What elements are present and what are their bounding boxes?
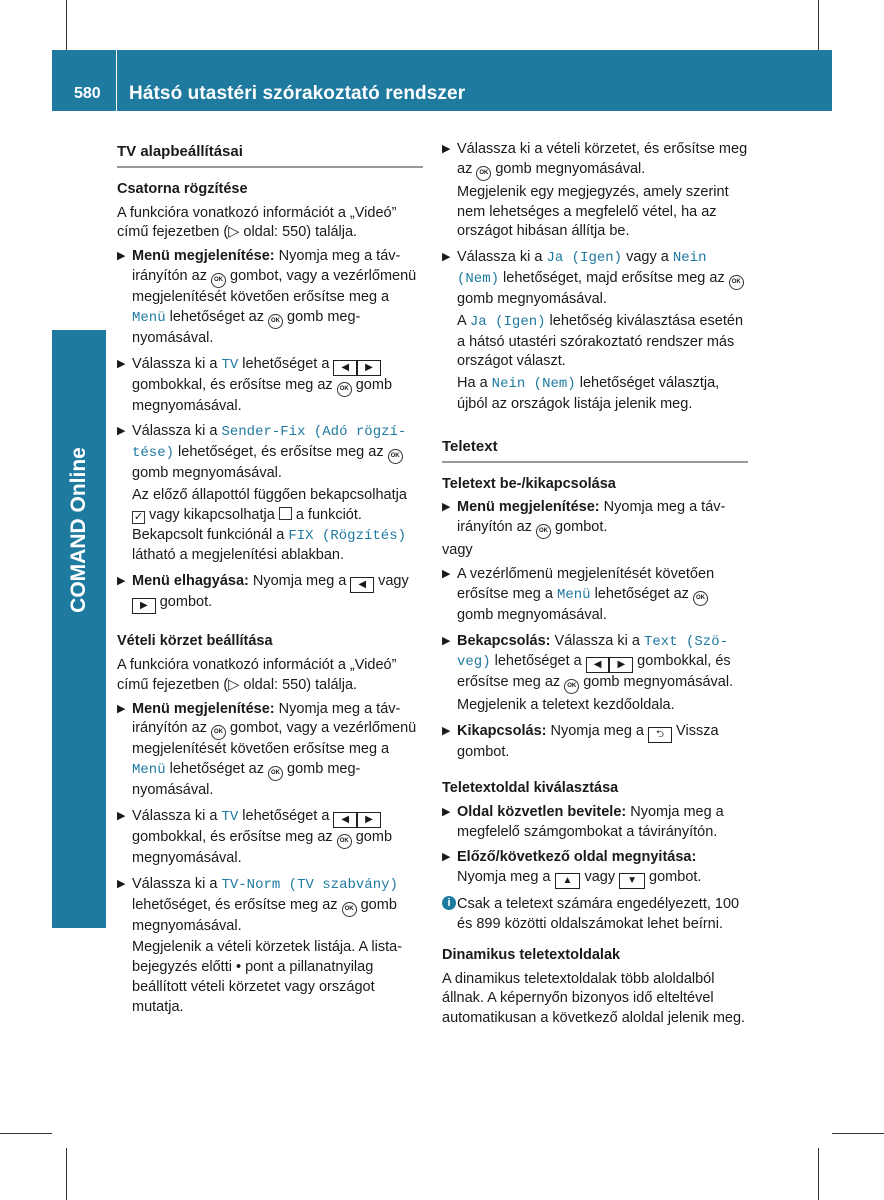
ok-button-icon: OK: [211, 273, 226, 288]
menu-option: TV: [221, 356, 239, 373]
right-arrow-key-icon: ▶: [357, 812, 381, 828]
crop-mark: [818, 1148, 819, 1200]
body-text: A dinamikus teletextoldalak több aloldalból állnak. A képernyőn bizonyos idő elteltével automatikusan a következő aloldal jelenik meg.: [442, 970, 746, 1027]
crop-mark: [66, 0, 67, 50]
step-item: ▶ Válassza ki a vételi körzetet, és erősítse meg az OK gomb megnyomásával.: [442, 140, 748, 181]
step-item: ▶ Menü megjelenítése: Nyomja meg a távirányítón az OK gombot, vagy a vezérlőmenü megjelenítését követően erősítse meg a Menü lehetőséget az OK gomb megnyomásával.: [117, 700, 423, 801]
chapter-label: COMAND Online: [67, 447, 90, 613]
ok-button-icon: OK: [388, 449, 403, 464]
chapter-tab: [52, 330, 106, 928]
ok-button-icon: OK: [337, 834, 352, 849]
step-item: ▶ Válassza ki a TV lehetőséget a ◀ ▶ gombokkal, és erősítse meg az OK gomb megnyomásával.: [117, 355, 423, 417]
step-item: ▶ Válassza ki a Sender-Fix (Adó rögzítése) lehetőséget, és erősítse meg az OK gomb megnyomásával.: [117, 422, 423, 484]
bullet-dot-icon: •: [235, 959, 242, 976]
section-heading: TV alapbeállításai: [117, 142, 423, 168]
menu-option: TV-Norm (TV szabvány): [221, 876, 398, 893]
display-text: FIX (Rögzítés): [288, 527, 406, 544]
step-item: ▶ A vezérlőmenü megjelenítését követően erősítse meg a Menü lehetőséget az OK gomb megnyomásával.: [442, 565, 748, 626]
step-note: Az előző állapottól függően bekapcsolhatja ✓ vagy kikapcsolhatja a funkciót. Bekapcsolt funkciónál a FIX (Rögzítés) látható a megjelenítési ablakban.: [132, 486, 407, 564]
menu-option: Menü: [132, 762, 166, 779]
left-arrow-key-icon: ◀: [333, 360, 357, 376]
ok-button-icon: OK: [729, 275, 744, 290]
crop-mark: [818, 0, 819, 50]
ok-button-icon: OK: [268, 314, 283, 329]
step-item: ▶ Menü megjelenítése: Nyomja meg a távirányítón az OK gombot.: [442, 498, 748, 539]
step-note: Megjelenik egy megjegyzés, amely szerint nem lehetséges a megfelelő vétel, ha az országot hibásan állítja be.: [457, 183, 729, 240]
step-item: ▶ Menü elhagyása: Nyomja meg a ◀ vagy ▶ gombot.: [117, 572, 423, 614]
checked-box-icon: ✓: [133, 510, 144, 523]
up-arrow-key-icon: ▲: [555, 873, 581, 889]
step-note: A Ja (Igen) lehetőség kiválasztása esetén a hátsó utastéri szórakoztató rendszer más országot választ.: [457, 312, 744, 370]
menu-option: Nein (Nem): [491, 376, 576, 393]
subsection-title: Teletextoldal kiválasztása: [442, 779, 619, 796]
right-arrow-key-icon: ▶: [357, 360, 381, 376]
ok-button-icon: OK: [342, 902, 357, 917]
subsection-title: Vételi körzet beállítása: [117, 633, 273, 650]
crop-mark: [0, 1133, 52, 1134]
unchecked-box-icon: [279, 507, 292, 520]
subsection-title: Dinamikus teletextoldalak: [442, 946, 621, 963]
intro-text: A funkcióra vonatkozó információt a „Videó” című fejezetben (▷ oldal: 550) találja.: [117, 204, 397, 241]
ok-button-icon: OK: [536, 524, 551, 539]
step-note: Ha a Nein (Nem) lehetőséget választja, újból az országok listája jelenik meg.: [457, 375, 720, 412]
menu-option: Nein (Nem): [457, 250, 707, 287]
intro-text: A funkcióra vonatkozó információt a „Videó” című fejezetben (▷ oldal: 550) találja.: [117, 656, 397, 693]
ok-button-icon: OK: [693, 591, 708, 606]
step-note: Megjelenik a vételi körzetek listája. A listabejegyzés előtti • pont a pillanatnyilag beállított vételi körzetet vagy országot mutatja.: [132, 939, 402, 1015]
step-item: ▶ Előző/következő oldal megnyitása: Nyomja meg a ▲ vagy ▼ gombot.: [442, 848, 748, 889]
left-column: [117, 140, 423, 1022]
info-icon: i: [442, 896, 456, 910]
page-number: 580: [74, 85, 101, 102]
left-arrow-key-icon: ◀: [586, 657, 610, 673]
right-column: [442, 140, 748, 1033]
step-item: ▶ Válassza ki a TV-Norm (TV szabvány) lehetőséget, és erősítse meg az OK gomb megnyomásával.: [117, 875, 423, 937]
left-arrow-key-icon: ◀: [350, 577, 374, 593]
ok-button-icon: OK: [476, 166, 491, 181]
menu-option: Ja (Igen): [546, 250, 623, 267]
menu-option: Text (Szöveg): [457, 633, 729, 671]
subsection-title: Teletext be-/kikapcsolása: [442, 475, 616, 492]
section-heading: Teletext: [442, 437, 748, 463]
menu-option: Ja (Igen): [469, 313, 546, 330]
or-text: vagy: [442, 542, 473, 559]
ok-button-icon: OK: [268, 766, 283, 781]
header-divider: [116, 50, 117, 111]
menu-option: Sender-Fix (Adó rögzítése): [132, 424, 407, 462]
subsection-title: Csatorna rögzítése: [117, 180, 248, 197]
step-item: ▶ Menü megjelenítése: Nyomja meg a távirányítón az OK gombot, vagy a vezérlőmenü megjelenítését követően erősítse meg a Menü lehetőséget az OK gomb megnyomásával.: [117, 247, 423, 348]
right-arrow-key-icon: ▶: [609, 657, 633, 673]
ok-button-icon: OK: [337, 382, 352, 397]
step-item: ▶ Válassza ki a Ja (Igen) vagy a Nein (Nem) lehetőséget, majd erősítse meg az OK gomb megnyomásával.: [442, 248, 748, 310]
step-note: Megjelenik a teletext kezdőoldala.: [457, 697, 675, 714]
menu-option: TV: [221, 808, 239, 825]
back-key-icon: ⮌: [648, 727, 672, 743]
step-item: ▶ Oldal közvetlen bevitele: Nyomja meg a megfelelő számgombokat a távirányítón.: [442, 803, 748, 843]
page-title: Hátsó utastéri szórakoztató rendszer: [129, 83, 466, 104]
step-item: ▶ Bekapcsolás: Válassza ki a Text (Szöveg) lehetőséget a ◀ ▶ gombokkal, és erősítse meg az OK gomb megnyomásával.: [442, 632, 748, 695]
ok-button-icon: OK: [564, 679, 579, 694]
menu-option: Menü: [132, 309, 166, 326]
left-arrow-key-icon: ◀: [333, 812, 357, 828]
right-arrow-key-icon: ▶: [132, 598, 156, 614]
crop-mark: [66, 1148, 67, 1200]
page-header: [52, 50, 832, 111]
info-note: i Csak a teletext számára engedélyezett, 100 és 899 közötti oldalszámokat lehet beírni.: [442, 895, 748, 935]
crop-mark: [832, 1133, 884, 1134]
ok-button-icon: OK: [211, 725, 226, 740]
step-item: ▶ Válassza ki a TV lehetőséget a ◀ ▶ gombokkal, és erősítse meg az OK gomb megnyomásával.: [117, 807, 423, 869]
down-arrow-key-icon: ▼: [619, 873, 645, 889]
step-item: ▶ Kikapcsolás: Nyomja meg a ⮌ Vissza gombot.: [442, 722, 748, 763]
menu-option: Menü: [556, 586, 591, 603]
